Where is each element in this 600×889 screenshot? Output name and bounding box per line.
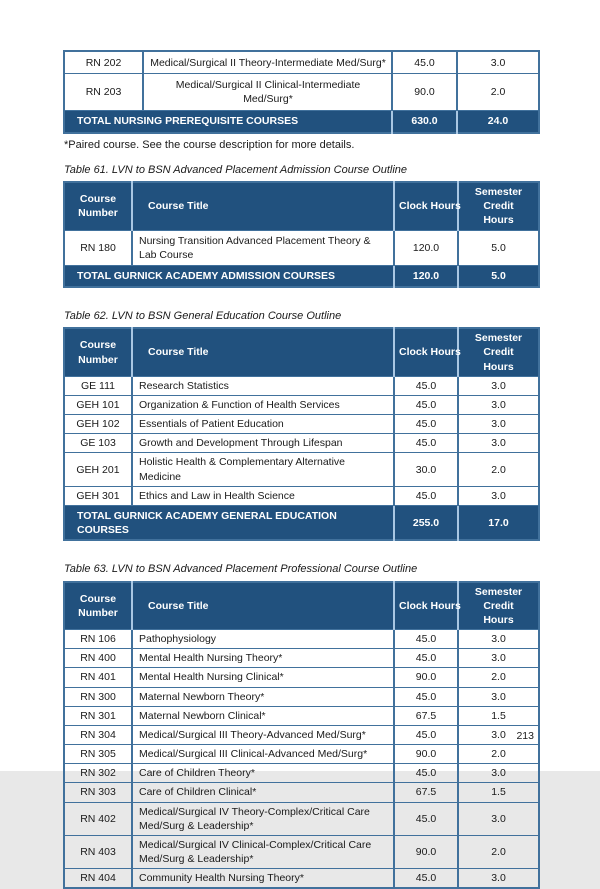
course-title-cell: Medical/Surgical II Clinical-Intermediate Med/Surg* bbox=[143, 74, 392, 110]
course-title-cell: Essentials of Patient Education bbox=[132, 415, 394, 434]
course-number-header: Course Number bbox=[64, 182, 132, 230]
clock-hours-cell: 45.0 bbox=[394, 630, 458, 649]
prerequisite-table-container bbox=[63, 50, 538, 134]
total-row bbox=[64, 506, 539, 541]
semester-credit-hours-header: Semester Credit Hours bbox=[458, 582, 539, 630]
advanced-placement-admission-courses-table bbox=[63, 181, 540, 288]
course-title-cell: Maternal Newborn Theory* bbox=[132, 687, 394, 706]
clock-hours-cell: 45.0 bbox=[392, 51, 457, 74]
course-number-cell: GEH 102 bbox=[64, 415, 132, 434]
clock-hours-cell: 45.0 bbox=[394, 395, 458, 414]
course-number-cell: GE 103 bbox=[64, 434, 132, 453]
total-label-cell: TOTAL GURNICK ACADEMY ADMISSION COURSES bbox=[64, 265, 394, 287]
course-number-cell: RN 301 bbox=[64, 706, 132, 725]
course-number-cell: RN 303 bbox=[64, 783, 132, 802]
advanced-placement-professional-courses-table bbox=[63, 581, 540, 889]
course-number-cell: RN 400 bbox=[64, 649, 132, 668]
professional-table-container bbox=[63, 581, 538, 889]
credit-hours-cell: 2.0 bbox=[457, 74, 539, 110]
table-row bbox=[64, 486, 539, 505]
admission-table-container bbox=[63, 181, 538, 288]
clock-hours-cell: 45.0 bbox=[394, 764, 458, 783]
course-title-header: Course Title bbox=[132, 182, 394, 230]
course-title-cell: Growth and Development Through Lifespan bbox=[132, 434, 394, 453]
course-title-cell: Care of Children Clinical* bbox=[132, 783, 394, 802]
course-title-cell: Mental Health Nursing Theory* bbox=[132, 649, 394, 668]
table-row bbox=[64, 376, 539, 395]
nursing-prerequisite-courses-table bbox=[63, 50, 540, 134]
table-row bbox=[64, 835, 539, 868]
credit-hours-cell: 3.0 bbox=[458, 869, 539, 889]
course-title-cell: Holistic Health & Complementary Alternative Medicine bbox=[132, 453, 394, 486]
course-title-cell: Maternal Newborn Clinical* bbox=[132, 706, 394, 725]
clock-hours-cell: 45.0 bbox=[394, 415, 458, 434]
clock-hours-cell: 90.0 bbox=[392, 74, 457, 110]
clock-hours-cell: 45.0 bbox=[394, 649, 458, 668]
credit-hours-cell: 1.5 bbox=[458, 706, 539, 725]
total-credit-hours-cell: 17.0 bbox=[458, 506, 539, 541]
course-number-cell: GE 111 bbox=[64, 376, 132, 395]
credit-hours-cell: 3.0 bbox=[458, 802, 539, 835]
course-title-cell: Medical/Surgical III Theory-Advanced Med/Surg* bbox=[132, 725, 394, 744]
clock-hours-cell: 45.0 bbox=[394, 486, 458, 505]
credit-hours-cell: 3.0 bbox=[458, 630, 539, 649]
course-number-cell: RN 202 bbox=[64, 51, 143, 74]
clock-hours-cell: 67.5 bbox=[394, 706, 458, 725]
credit-hours-cell: 2.0 bbox=[458, 668, 539, 687]
header-row bbox=[64, 328, 539, 376]
course-number-header: Course Number bbox=[64, 328, 132, 376]
credit-hours-cell: 3.0 bbox=[458, 486, 539, 505]
credit-hours-cell: 3.0 bbox=[458, 376, 539, 395]
course-number-cell: RN 401 bbox=[64, 668, 132, 687]
total-row bbox=[64, 110, 539, 133]
general-education-courses-table bbox=[63, 327, 540, 541]
total-credit-hours-cell: 24.0 bbox=[457, 110, 539, 133]
clock-hours-cell: 45.0 bbox=[394, 725, 458, 744]
clock-hours-header: Clock Hours bbox=[394, 328, 458, 376]
table-row bbox=[64, 395, 539, 414]
paired-course-footnote: *Paired course. See the course description for more details. bbox=[64, 138, 355, 151]
clock-hours-cell: 45.0 bbox=[394, 687, 458, 706]
credit-hours-cell: 3.0 bbox=[458, 687, 539, 706]
course-title-cell: Medical/Surgical IV Clinical-Complex/Critical Care Med/Surg & Leadership* bbox=[132, 835, 394, 868]
course-title-cell: Medical/Surgical II Theory-Intermediate Med/Surg* bbox=[143, 51, 392, 74]
table-row bbox=[64, 869, 539, 889]
total-clock-hours-cell: 630.0 bbox=[392, 110, 457, 133]
table-row bbox=[64, 434, 539, 453]
header-row bbox=[64, 582, 539, 630]
semester-credit-hours-header: Semester Credit Hours bbox=[458, 182, 539, 230]
credit-hours-cell: 3.0 bbox=[458, 649, 539, 668]
clock-hours-cell: 67.5 bbox=[394, 783, 458, 802]
total-clock-hours-cell: 120.0 bbox=[394, 265, 458, 287]
total-clock-hours-cell: 255.0 bbox=[394, 506, 458, 541]
credit-hours-cell: 3.0 bbox=[458, 434, 539, 453]
course-number-cell: RN 305 bbox=[64, 745, 132, 764]
clock-hours-cell: 45.0 bbox=[394, 376, 458, 395]
clock-hours-header: Clock Hours bbox=[394, 582, 458, 630]
clock-hours-cell: 90.0 bbox=[394, 835, 458, 868]
course-title-cell: Medical/Surgical IV Theory-Complex/Critical Care Med/Surg & Leadership* bbox=[132, 802, 394, 835]
credit-hours-cell: 3.0 bbox=[458, 764, 539, 783]
clock-hours-cell: 90.0 bbox=[394, 745, 458, 764]
page-number: 213 bbox=[516, 730, 534, 742]
table-row bbox=[64, 783, 539, 802]
credit-hours-cell: 2.0 bbox=[458, 745, 539, 764]
clock-hours-cell: 45.0 bbox=[394, 802, 458, 835]
credit-hours-cell: 3.0 bbox=[457, 51, 539, 74]
table-row bbox=[64, 687, 539, 706]
course-title-cell: Pathophysiology bbox=[132, 630, 394, 649]
course-title-cell: Organization & Function of Health Services bbox=[132, 395, 394, 414]
total-row bbox=[64, 265, 539, 287]
header-row bbox=[64, 182, 539, 230]
course-number-cell: RN 402 bbox=[64, 802, 132, 835]
table-row bbox=[64, 706, 539, 725]
table-61-caption: Table 61. LVN to BSN Advanced Placement Admission Course Outline bbox=[64, 163, 408, 176]
credit-hours-cell: 1.5 bbox=[458, 783, 539, 802]
table-row bbox=[64, 230, 539, 265]
course-number-cell: RN 304 bbox=[64, 725, 132, 744]
table-row bbox=[64, 415, 539, 434]
table-row bbox=[64, 51, 539, 74]
credit-hours-cell: 3.0 bbox=[458, 415, 539, 434]
clock-hours-cell: 120.0 bbox=[394, 230, 458, 265]
clock-hours-cell: 30.0 bbox=[394, 453, 458, 486]
course-number-cell: RN 302 bbox=[64, 764, 132, 783]
course-number-cell: RN 106 bbox=[64, 630, 132, 649]
table-row bbox=[64, 74, 539, 110]
course-number-cell: RN 203 bbox=[64, 74, 143, 110]
course-title-cell: Ethics and Law in Health Science bbox=[132, 486, 394, 505]
course-title-cell: Care of Children Theory* bbox=[132, 764, 394, 783]
general-education-table-container bbox=[63, 327, 538, 541]
table-row bbox=[64, 745, 539, 764]
total-label-cell: TOTAL NURSING PREREQUISITE COURSES bbox=[64, 110, 392, 133]
course-number-cell: RN 404 bbox=[64, 869, 132, 889]
course-title-cell: Research Statistics bbox=[132, 376, 394, 395]
page-content bbox=[63, 50, 538, 889]
course-title-header: Course Title bbox=[132, 328, 394, 376]
table-row bbox=[64, 668, 539, 687]
course-number-cell: RN 300 bbox=[64, 687, 132, 706]
table-row bbox=[64, 453, 539, 486]
total-credit-hours-cell: 5.0 bbox=[458, 265, 539, 287]
credit-hours-cell: 2.0 bbox=[458, 835, 539, 868]
credit-hours-cell: 2.0 bbox=[458, 453, 539, 486]
course-title-cell: Community Health Nursing Theory* bbox=[132, 869, 394, 889]
table-row bbox=[64, 630, 539, 649]
course-number-cell: GEH 301 bbox=[64, 486, 132, 505]
table-row bbox=[64, 764, 539, 783]
credit-hours-cell: 3.0 bbox=[458, 725, 539, 744]
course-title-cell: Mental Health Nursing Clinical* bbox=[132, 668, 394, 687]
course-number-cell: GEH 201 bbox=[64, 453, 132, 486]
semester-credit-hours-header: Semester Credit Hours bbox=[458, 328, 539, 376]
clock-hours-cell: 45.0 bbox=[394, 869, 458, 889]
course-title-cell: Medical/Surgical III Clinical-Advanced Med/Surg* bbox=[132, 745, 394, 764]
credit-hours-cell: 5.0 bbox=[458, 230, 539, 265]
clock-hours-cell: 45.0 bbox=[394, 434, 458, 453]
credit-hours-cell: 3.0 bbox=[458, 395, 539, 414]
course-number-cell: RN 403 bbox=[64, 835, 132, 868]
table-row bbox=[64, 802, 539, 835]
course-number-cell: GEH 101 bbox=[64, 395, 132, 414]
total-label-cell: TOTAL GURNICK ACADEMY GENERAL EDUCATION COURSES bbox=[64, 506, 394, 541]
course-title-cell: Nursing Transition Advanced Placement Theory & Lab Course bbox=[132, 230, 394, 265]
clock-hours-header: Clock Hours bbox=[394, 182, 458, 230]
course-title-header: Course Title bbox=[132, 582, 394, 630]
table-63-caption: Table 63. LVN to BSN Advanced Placement Professional Course Outline bbox=[64, 563, 418, 576]
table-row bbox=[64, 725, 539, 744]
clock-hours-cell: 90.0 bbox=[394, 668, 458, 687]
table-62-caption: Table 62. LVN to BSN General Education Course Outline bbox=[64, 310, 342, 323]
course-number-header: Course Number bbox=[64, 582, 132, 630]
course-number-cell: RN 180 bbox=[64, 230, 132, 265]
table-row bbox=[64, 649, 539, 668]
